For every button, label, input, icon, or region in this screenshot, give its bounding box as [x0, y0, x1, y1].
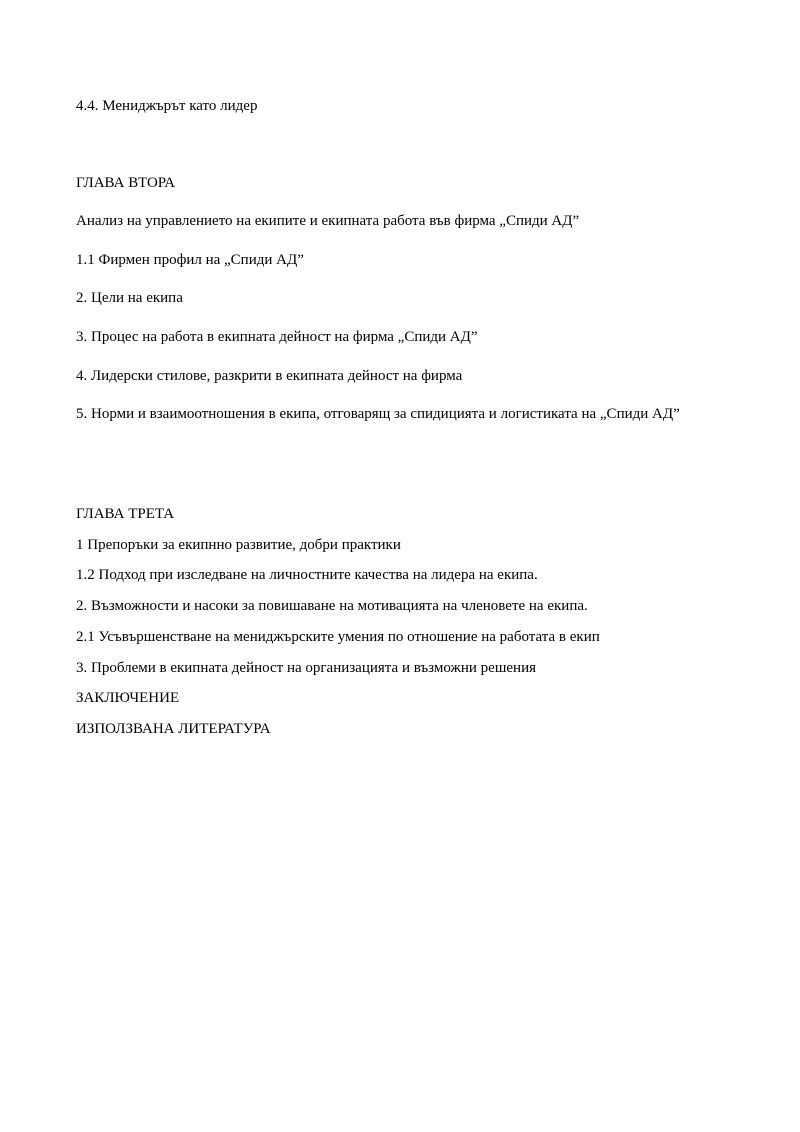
toc-entry: 1.1 Фирмен профил на „Спиди АД” [76, 252, 304, 268]
chapter-two-heading: ГЛАВА ВТОРА [76, 175, 176, 191]
toc-entry: 1 Препоръки за екипнно развитие, добри практики [76, 537, 401, 553]
chapter-two-title: Анализ на управлението на екипите и екипната работа във фирма „Спиди АД” [76, 213, 580, 229]
toc-entry: 4. Лидерски стилове, разкрити в екипната дейност на фирма [76, 368, 463, 384]
conclusion-heading: ЗАКЛЮЧЕНИЕ [76, 690, 180, 706]
references-heading: ИЗПОЛЗВАНА ЛИТЕРАТУРА [76, 721, 271, 737]
toc-entry: 2.1 Усъвършенстване на мениджърските умения по отношение на работата в екип [76, 629, 600, 645]
toc-entry: 3. Проблеми в екипната дейност на организацията и възможни решения [76, 660, 537, 676]
toc-entry: 2. Цели на екипа [76, 290, 183, 306]
toc-entry: 3. Процес на работа в екипната дейност на фирма „Спиди АД” [76, 329, 478, 345]
chapter-three-heading: ГЛАВА ТРЕТА [76, 506, 175, 522]
toc-entry: 2. Възможности и насоки за повишаване на мотивацията на членовете на екипа. [76, 598, 588, 614]
toc-entry: 1.2 Подход при изследване на личностните качества на лидера на екипа. [76, 567, 538, 583]
toc-entry-4-4: 4.4. Мениджърът като лидер [76, 98, 258, 114]
toc-entry: 5. Норми и взаимоотношения в екипа, отговарящ за спидицията и логистиката на „Спиди АД” [76, 406, 680, 422]
